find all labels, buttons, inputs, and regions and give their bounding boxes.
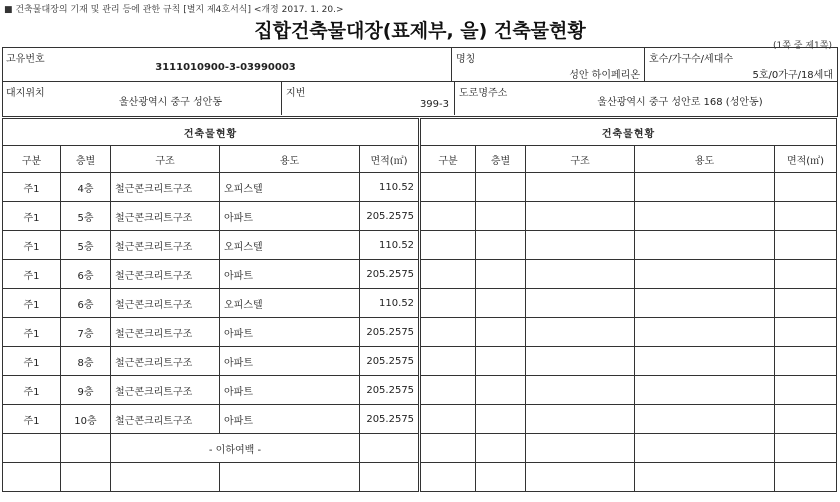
cell-structure: 철근콘크리트구조 <box>111 347 220 376</box>
cell-structure: 철근콘크리트구조 <box>111 376 220 405</box>
cell-structure: 철근콘크리트구조 <box>111 260 220 289</box>
cell-use: 아파트 <box>220 405 360 434</box>
col-header-use: 용도 <box>220 146 360 173</box>
cell-area: 110.52 <box>360 231 419 260</box>
page-info: (1쪽 중 제1쪽) <box>773 41 832 51</box>
site-value: 울산광역시 중구 성안동 <box>119 97 222 108</box>
table-row <box>3 318 419 347</box>
table-row <box>421 463 837 492</box>
table-row <box>421 376 837 405</box>
table-row <box>421 173 837 202</box>
cell-area: 205.2575 <box>360 318 419 347</box>
col-header-floor: 층별 <box>476 146 526 173</box>
cell-structure: 철근콘크리트구조 <box>111 405 220 434</box>
cell-area: 110.52 <box>360 289 419 318</box>
col-header-use: 용도 <box>635 146 775 173</box>
cell-use: 오피스텔 <box>220 289 360 318</box>
table-row <box>3 260 419 289</box>
end-marker: - 이하여백 - <box>111 434 360 463</box>
page-title: 집합건축물대장(표제부, 을) 건축물현황 <box>254 20 586 42</box>
site-label: 대지위치 <box>6 88 45 99</box>
cell-area: 205.2575 <box>360 376 419 405</box>
road-label: 도로명주소 <box>459 88 508 99</box>
col-header-area: 면적(㎡) <box>775 146 837 173</box>
name-label: 명칭 <box>456 54 476 65</box>
cell-area: 205.2575 <box>360 347 419 376</box>
cell-structure: 철근콘크리트구조 <box>111 289 220 318</box>
table-row <box>3 347 419 376</box>
lot-value: 399-3 <box>419 99 449 110</box>
cell-type: 주1 <box>3 376 61 405</box>
cell-use: 아파트 <box>220 347 360 376</box>
cell-floor: 9층 <box>61 376 111 405</box>
cell-use: 오피스텔 <box>220 173 360 202</box>
cell-floor: 6층 <box>61 260 111 289</box>
table-row <box>3 463 419 492</box>
table-row <box>3 173 419 202</box>
table-row <box>421 202 837 231</box>
cell-floor: 4층 <box>61 173 111 202</box>
cell-area: 205.2575 <box>360 405 419 434</box>
cell-structure: 철근콘크리트구조 <box>111 231 220 260</box>
table-row <box>3 231 419 260</box>
cell-area: 110.52 <box>360 173 419 202</box>
left-section-title: 건축물현황 <box>3 119 419 146</box>
cell-type: 주1 <box>3 260 61 289</box>
table-row <box>421 289 837 318</box>
col-header-structure: 구조 <box>526 146 635 173</box>
cell-use: 아파트 <box>220 376 360 405</box>
cell-use: 아파트 <box>220 318 360 347</box>
table-row <box>421 347 837 376</box>
unique-no-value: 3111010900-3-03990003 <box>155 62 296 73</box>
cell-structure: 철근콘크리트구조 <box>111 318 220 347</box>
cell-floor: 6층 <box>61 289 111 318</box>
col-header-area: 면적(㎡) <box>360 146 419 173</box>
lot-label: 지번 <box>286 88 306 99</box>
cell-structure: 철근콘크리트구조 <box>111 202 220 231</box>
cell-floor: 8층 <box>61 347 111 376</box>
cell-type: 주1 <box>3 405 61 434</box>
table-row <box>3 405 419 434</box>
cell-use: 아파트 <box>220 260 360 289</box>
col-header-floor: 층별 <box>61 146 111 173</box>
regulation-note: ■ 건축물대장의 기재 및 관리 등에 관한 규칙 [별지 제4호서식] <개정 2017. 1. 20.> <box>4 5 344 15</box>
cell-type: 주1 <box>3 173 61 202</box>
road-value: 울산광역시 중구 성안로 168 (성안동) <box>597 97 763 108</box>
col-header-type: 구분 <box>421 146 476 173</box>
table-row <box>3 434 419 463</box>
table-row <box>421 318 837 347</box>
cell-floor: 7층 <box>61 318 111 347</box>
cell-type: 주1 <box>3 347 61 376</box>
table-row <box>421 434 837 463</box>
cell-type: 주1 <box>3 202 61 231</box>
col-header-type: 구분 <box>3 146 61 173</box>
cell-floor: 5층 <box>61 231 111 260</box>
cell-use: 아파트 <box>220 202 360 231</box>
table-row <box>3 289 419 318</box>
cell-use: 오피스텔 <box>220 231 360 260</box>
cell-type: 주1 <box>3 289 61 318</box>
table-row <box>3 202 419 231</box>
units-value: 5호/0가구/18세대 <box>752 70 833 81</box>
right-building-table <box>420 118 837 492</box>
units-label: 호수/가구수/세대수 <box>649 54 734 65</box>
left-building-table <box>2 118 419 492</box>
unique-no-label: 고유번호 <box>6 54 45 65</box>
cell-structure: 철근콘크리트구조 <box>111 173 220 202</box>
cell-area: 205.2575 <box>360 202 419 231</box>
cell-floor: 5층 <box>61 202 111 231</box>
right-section-title: 건축물현황 <box>421 119 837 146</box>
col-header-structure: 구조 <box>111 146 220 173</box>
cell-floor: 10층 <box>61 405 111 434</box>
table-row <box>421 405 837 434</box>
cell-area: 205.2575 <box>360 260 419 289</box>
cell-type: 주1 <box>3 318 61 347</box>
cell-type: 주1 <box>3 231 61 260</box>
name-value: 성안 하이페리온 <box>569 70 640 81</box>
table-row <box>421 260 837 289</box>
table-row <box>421 231 837 260</box>
table-row <box>3 376 419 405</box>
